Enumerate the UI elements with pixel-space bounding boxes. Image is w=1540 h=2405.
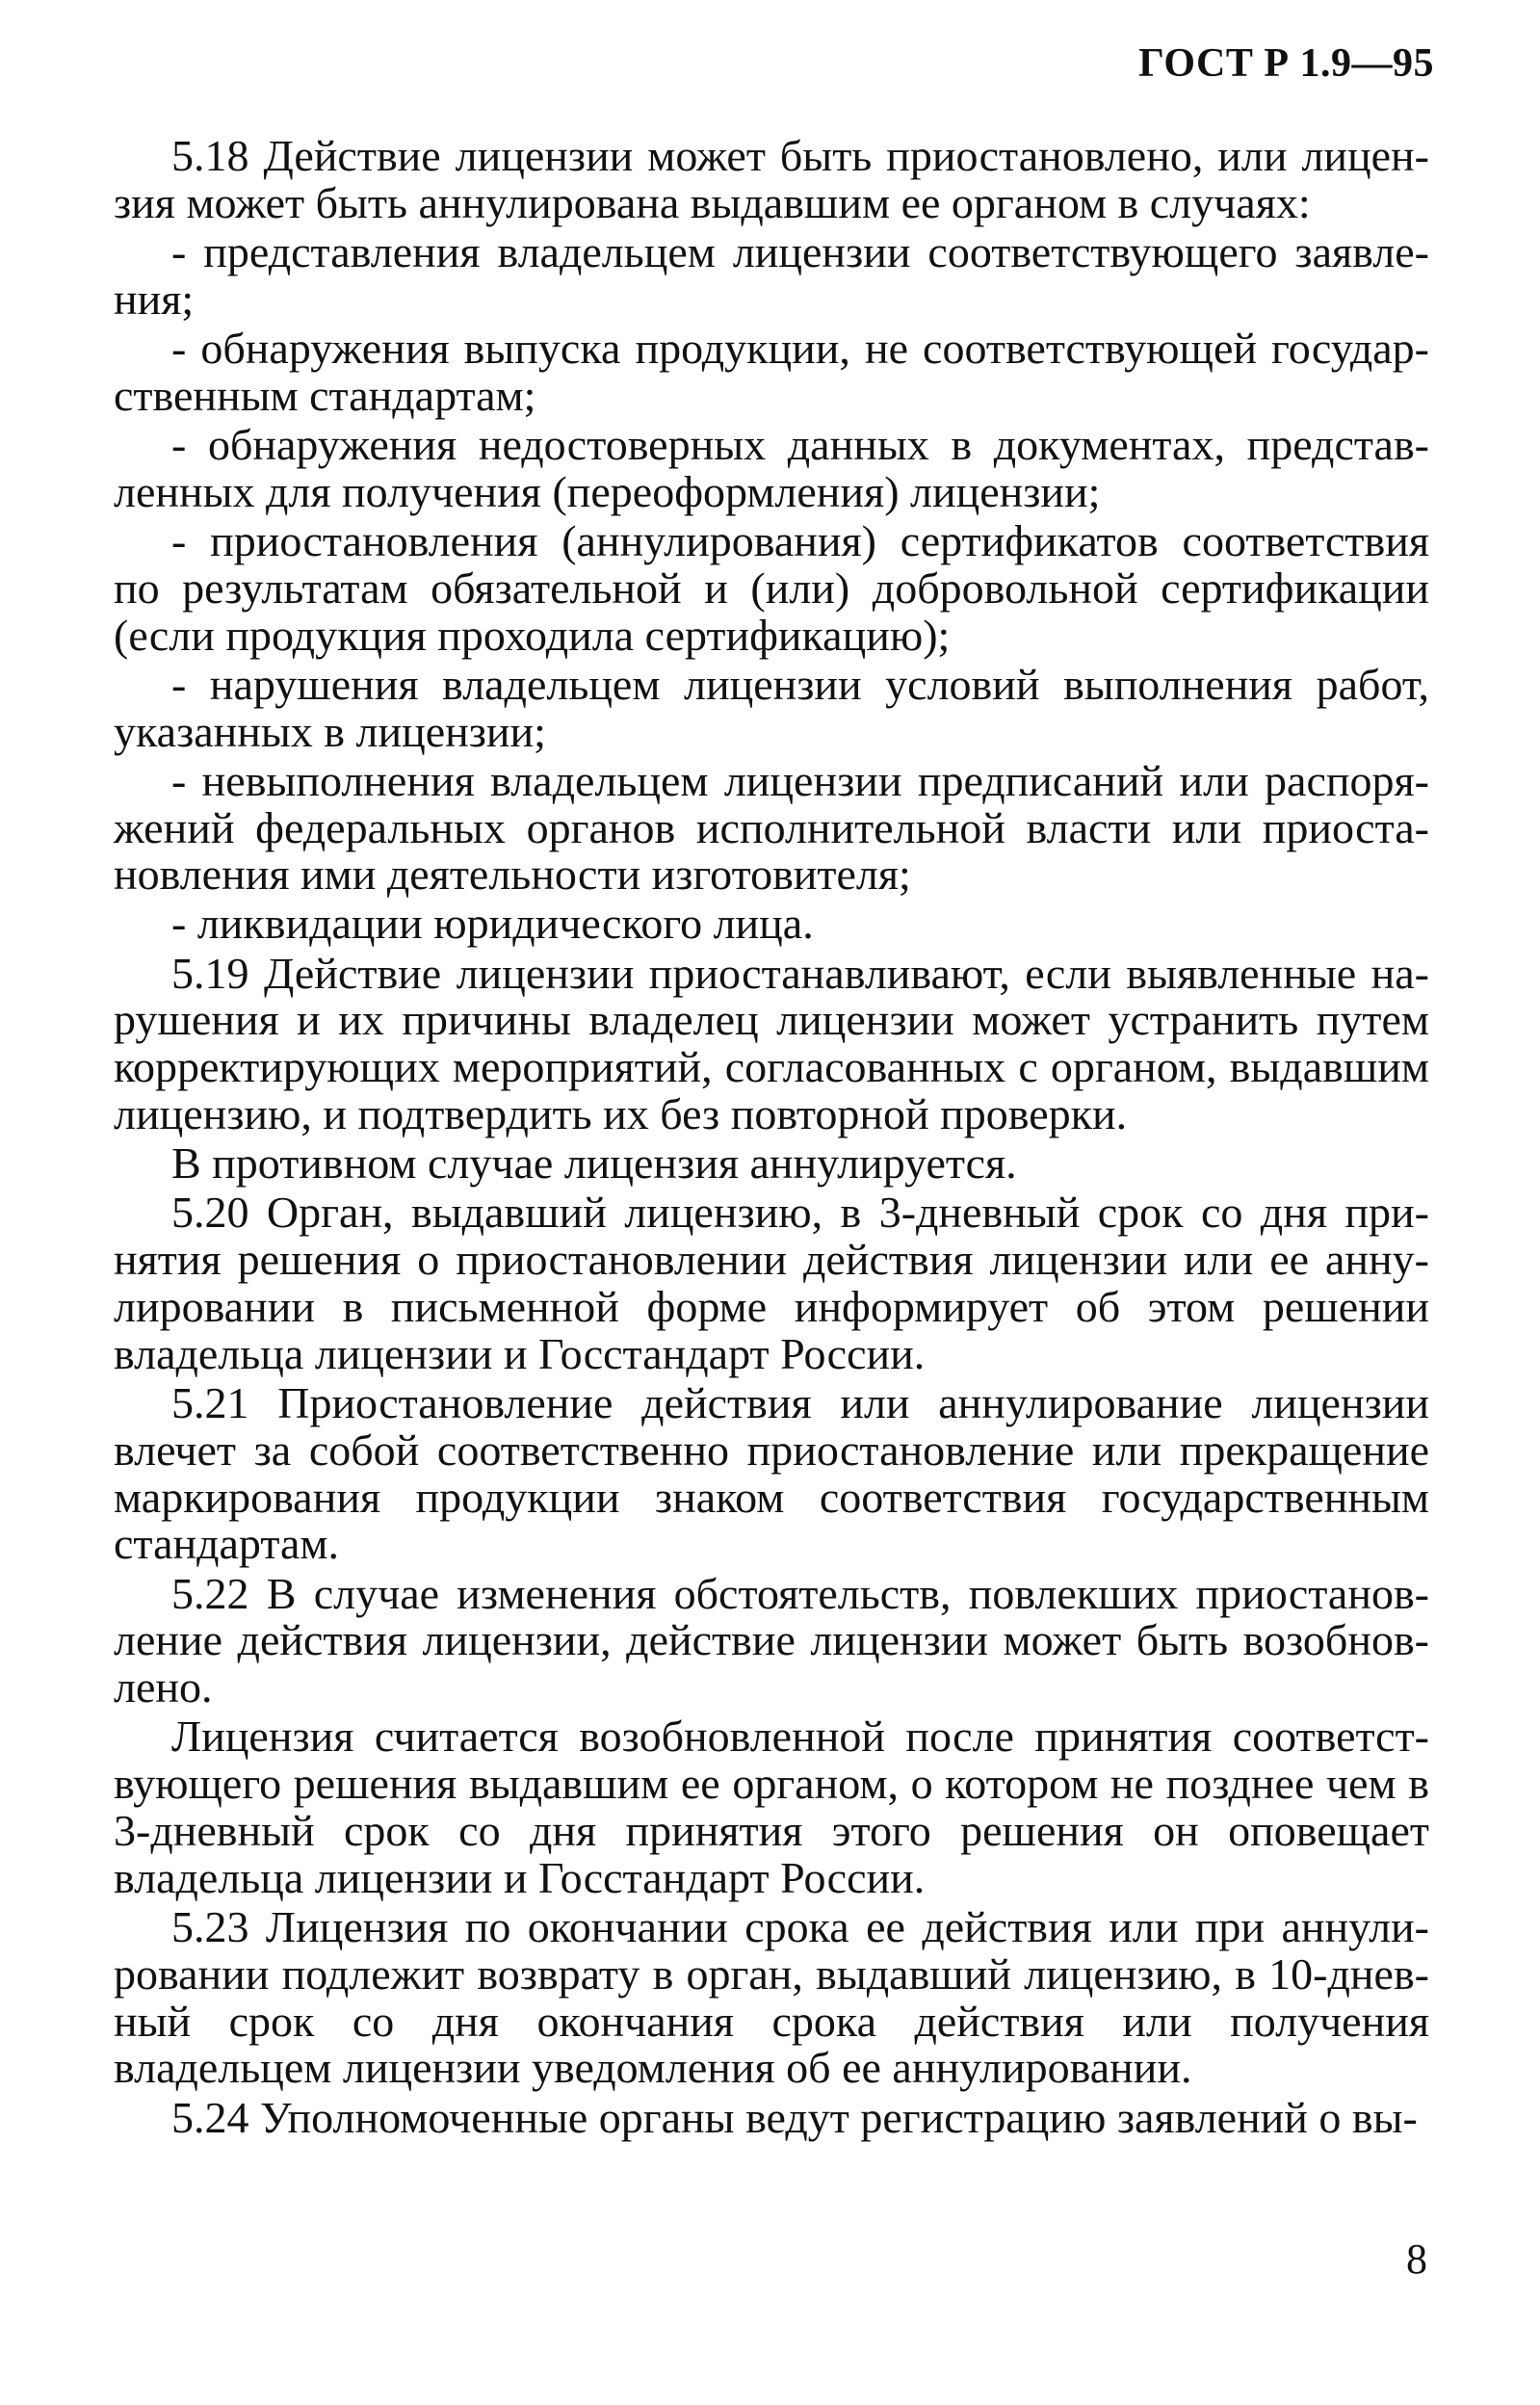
clause-5-18: 5.18 Действие лицензии может быть приостановлено, или лицензия может быть аннулирована выдавшим ее органом в случаях: [114,131,1429,227]
list-item: - приостановления (аннулирования) сертификатов соответствия по результатам обязательной и (или) добровольной сертификации (если продукция проходила сертификацию); [114,515,1429,660]
list-item: - обнаружения выпуска продукции, не соответствующей государственным стандартам; [114,323,1429,420]
clause-5-21: 5.21 Приостановление действия или аннулирование лицензии влечет за собой соответственно приостановление или прекращение маркирования продукции знаком соответствия государственным стандартам. [114,1378,1429,1569]
list-item: - представления владельцем лицензии соответствующего заявления; [114,226,1429,324]
document-header: ГОСТ Р 1.9—95 [1138,41,1434,86]
list-item: - невыполнения владельцем лицензии предписаний или распоряжений федеральных органов исполнительной власти или приостановления ими деятельности изготовителя; [114,755,1429,900]
document-body [114,133,1429,2144]
clause-5-22: 5.22 В случае изменения обстоятельств, повлекших приостановление действия лицензии, действие лицензии может быть возобновлено. [114,1568,1429,1712]
clause-5-24: 5.24 Уполномоченные органы ведут регистрацию заявлений о вы- [171,2092,1418,2142]
page-number: 8 [1406,2235,1427,2283]
paragraph: В противном случае лицензия аннулируется. [171,1138,1017,1189]
list-item: - ликвидации юридического лица. [171,899,814,949]
list-item: - нарушения владельцем лицензии условий выполнения работ, указанных в лицензии; [114,659,1429,756]
paragraph: Лицензия считается возобновленной после принятия соответствующего решения выдавшим ее органом, о котором не позднее чем в 3-дневный срок со дня принятия этого решения он оповещает владельца лицензии и Госстандарт России. [114,1712,1429,1902]
list-item: - обнаружения недостоверных данных в документах, представленных для получения (переоформления) лицензии; [114,419,1429,516]
clause-5-19: 5.19 Действие лицензии приостанавливают, если выявленные нарушения и их причины владелец лицензии может устранить путем корректирующих мероприятий, согласованных с органом, выдавшим лицензию, и подтвердить их без повторной проверки. [114,948,1429,1139]
clause-5-23: 5.23 Лицензия по окончании срока ее действия или при аннулировании подлежит возврату в орган, выдавший лицензию, в 10-дневный срок со дня окончания срока действия или получения владельцем лицензии уведомления об ее аннулировании. [114,1901,1429,2093]
clause-5-20: 5.20 Орган, выдавший лицензию, в 3-дневный срок со дня принятия решения о приостановлении действия лицензии или ее аннулировании в письменной форме информирует об этом решении владельца лицензии и Госстандарт России. [114,1188,1429,1378]
